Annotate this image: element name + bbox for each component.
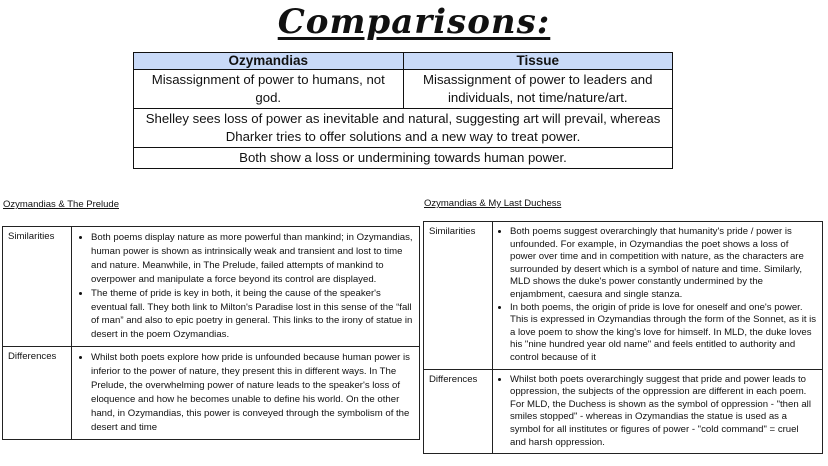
list-item: • Whilst both poets explore how pride is unfounded because human power is inferior to the power of nature, they present this in different ways. In The Prelude, the overwhelming power of nature leads to the speaker's loss of eloquence and how he becomes unable to define his world. On the other hand, in Ozymandias, this power is conveyed through the symbolism of the desert and time bbox=[91, 351, 414, 434]
similarities-label: Similarities bbox=[3, 227, 72, 347]
differences-list bbox=[77, 351, 414, 434]
similarities-content bbox=[493, 222, 823, 370]
differences-content bbox=[72, 347, 420, 439]
cell-tissue-power: Misassignment of power to leaders and individuals, not time/nature/art. bbox=[403, 70, 673, 109]
list-item: • In both poems, the origin of pride is love for oneself and one's power. This is expressed in Ozymandias through the form of the Sonnet, as it is a love poem to show the king's love for himself. In MLD, the duke loves his "nine hundred year old name" and feels entitled to authority and control because of it bbox=[510, 302, 817, 365]
table-row bbox=[134, 70, 673, 109]
differences-list bbox=[498, 374, 817, 450]
left-comparison-table bbox=[2, 226, 420, 440]
differences-content bbox=[493, 369, 823, 454]
right-section-heading: Ozymandias & My Last Duchess bbox=[424, 198, 562, 209]
cell-contrast: Shelley sees loss of power as inevitable and natural, suggesting art will prevail, whereas Dharker tries to offer solutions and a new way to treat power. bbox=[134, 109, 673, 148]
similarities-list bbox=[77, 231, 414, 342]
comparison-table bbox=[133, 52, 673, 169]
cell-ozymandias-power: Misassignment of power to humans, not god. bbox=[134, 70, 404, 109]
list-item: • The theme of pride is key in both, it being the cause of the speaker's eventual fall. They both link to Milton's Paradise lost in this sense of the “fall of man” and also to epic poetry in general. This links to the irony of statue in desert in the poem Ozymandias. bbox=[91, 287, 414, 343]
table-row bbox=[424, 222, 823, 370]
page-title: Comparisons: bbox=[277, 2, 551, 42]
list-item: • Both poems display nature as more powerful than mankind; in Ozymandias, human power is shown as intrinsically weak and transient and lost to time and nature. Meanwhile, in The Prelude, failed attempts of mankind to overpower and manipulate a force beyond its control are displayed. bbox=[91, 231, 414, 287]
similarities-content bbox=[72, 227, 420, 347]
right-comparison-table bbox=[423, 221, 823, 454]
cell-shared: Both show a loss or undermining towards human power. bbox=[134, 148, 673, 169]
differences-label: Differences bbox=[3, 347, 72, 439]
table-row bbox=[134, 109, 673, 148]
header-tissue: Tissue bbox=[403, 53, 673, 70]
table-row bbox=[424, 369, 823, 454]
list-item: • Whilst both poets overarchingly suggest that pride and power leads to oppression, the subjects of the oppression are different in each poem. For MLD, the Duchess is shown as the symbol of oppression - "then all smiles stopped" - whereas in Ozymandias the statue is used as a symbol for all institutes or figures of power - "cold command" = cruel and harsh oppression. bbox=[510, 374, 817, 450]
similarities-label: Similarities bbox=[424, 222, 493, 370]
left-section-heading: Ozymandias & The Prelude bbox=[3, 199, 119, 210]
table-header-row bbox=[134, 53, 673, 70]
table-row bbox=[3, 227, 420, 347]
header-ozymandias: Ozymandias bbox=[134, 53, 404, 70]
differences-label: Differences bbox=[424, 369, 493, 454]
table-row bbox=[134, 148, 673, 169]
table-row bbox=[3, 347, 420, 439]
list-item: • Both poems suggest overarchingly that humanity's pride / power is unfounded. For example, in Ozymandias the poet shows a loss of power over time and in competition with nature, as the characters are surrounded by desert which is a symbol of nature and time. Similarly, MLD shows the duke's power constantly undermined by the enjambment, caesura and single stanza. bbox=[510, 226, 817, 302]
similarities-list bbox=[498, 226, 817, 365]
